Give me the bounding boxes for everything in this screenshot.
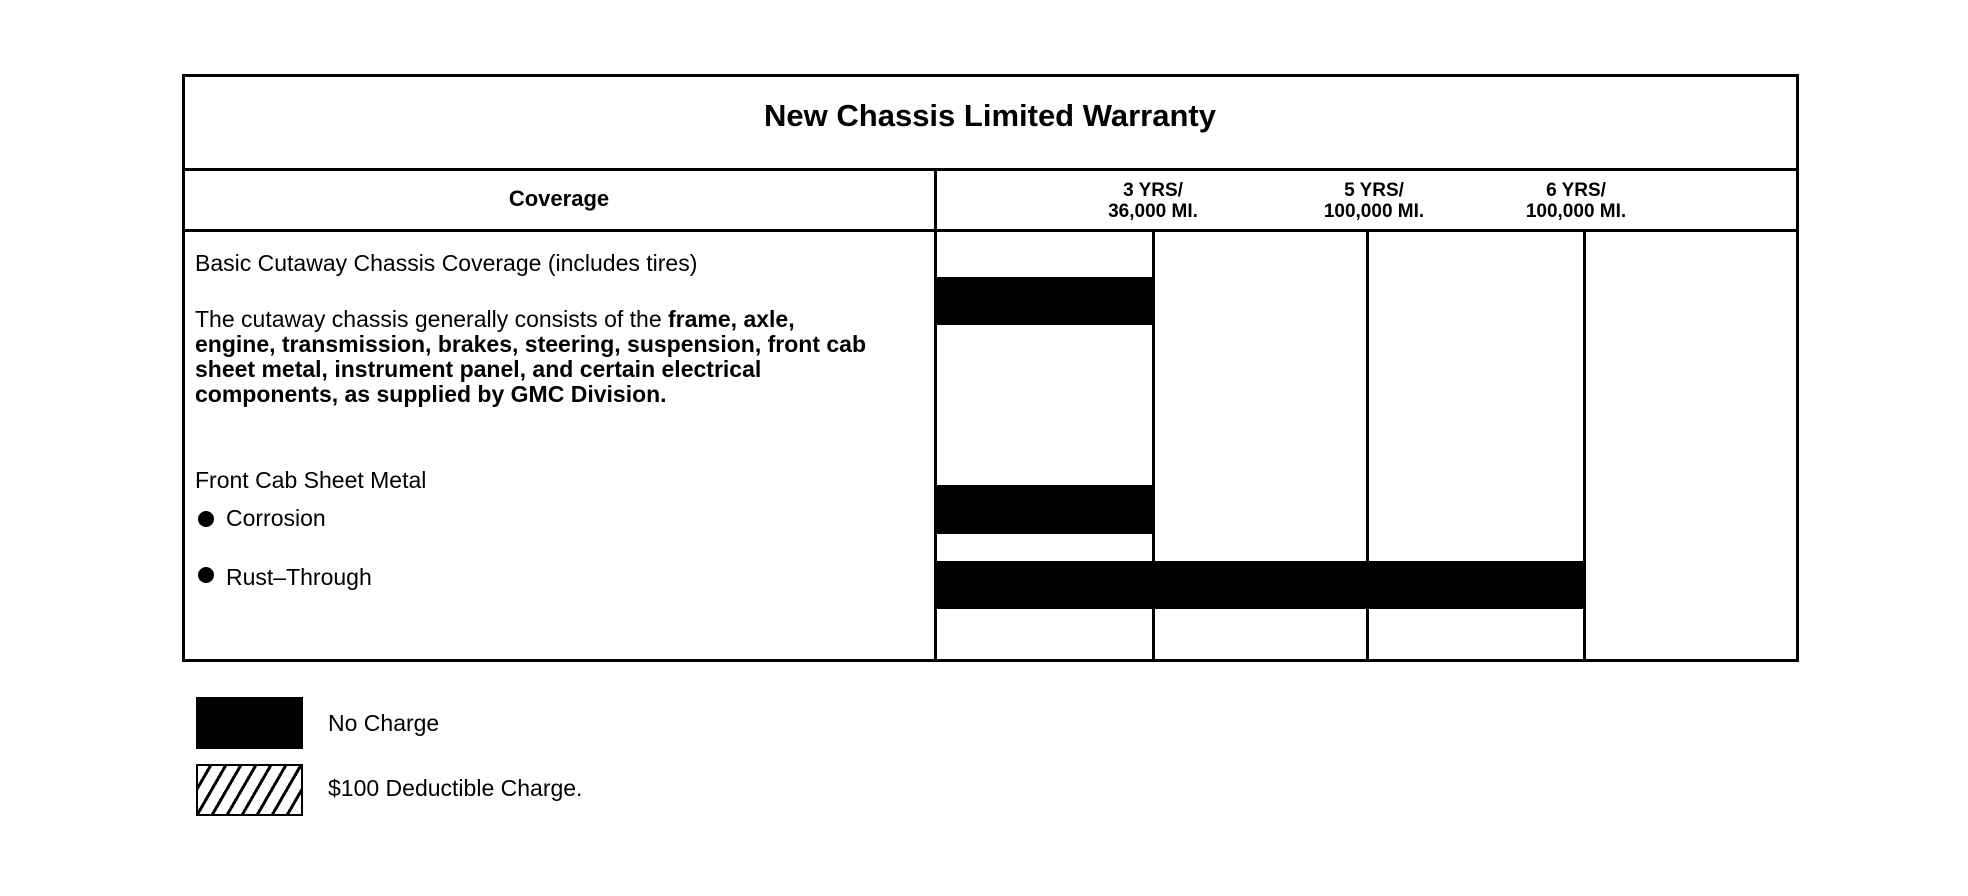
period-header-6yr [1476, 180, 1676, 222]
corrosion-label: Corrosion [226, 505, 326, 531]
legend-no-charge-swatch [196, 697, 303, 749]
period-header-5yr [1274, 180, 1474, 222]
coverage-bar-rust-through [936, 561, 1586, 609]
period-years: 6 YRS/ [1546, 180, 1606, 201]
coverage-column-header: Coverage [508, 186, 610, 211]
period-header-3yr [1053, 180, 1253, 222]
legend-deductible-swatch [196, 764, 303, 816]
desc-bold: sheet metal, instrument panel, and certain electrical [195, 356, 762, 382]
period-years: 5 YRS/ [1344, 180, 1404, 201]
legend-deductible-label: $100 Deductible Charge. [328, 775, 583, 801]
title-divider [182, 168, 1799, 171]
coverage-bar-corrosion [936, 485, 1154, 534]
desc-bold: engine, transmission, brakes, steering, suspension, front cab [195, 331, 867, 357]
bullet-icon [198, 511, 214, 527]
basic-coverage-description [195, 307, 935, 407]
rust-through-label: Rust–Through [226, 564, 372, 590]
period-miles: 100,000 MI. [1525, 201, 1627, 222]
desc-bold: frame, axle, [668, 306, 795, 332]
period-years: 3 YRS/ [1123, 180, 1183, 201]
period-miles: 100,000 MI. [1323, 201, 1425, 222]
table-border-top [182, 74, 1799, 77]
table-border-right [1796, 74, 1799, 662]
desc-plain: The cutaway chassis generally consists of the [195, 306, 669, 332]
table-border-bottom [182, 659, 1799, 662]
table-border-left [182, 74, 185, 662]
coverage-bar-basic [936, 277, 1154, 325]
sheet-metal-title: Front Cab Sheet Metal [195, 467, 427, 493]
basic-coverage-title: Basic Cutaway Chassis Coverage (includes tires) [195, 250, 698, 276]
header-divider [182, 229, 1799, 232]
legend-no-charge-label: No Charge [328, 710, 440, 736]
desc-bold: components, as supplied by GMC Division. [195, 381, 667, 407]
bullet-icon [198, 567, 214, 583]
period-miles: 36,000 MI. [1108, 201, 1198, 222]
page-title: New Chassis Limited Warranty [764, 98, 1216, 133]
